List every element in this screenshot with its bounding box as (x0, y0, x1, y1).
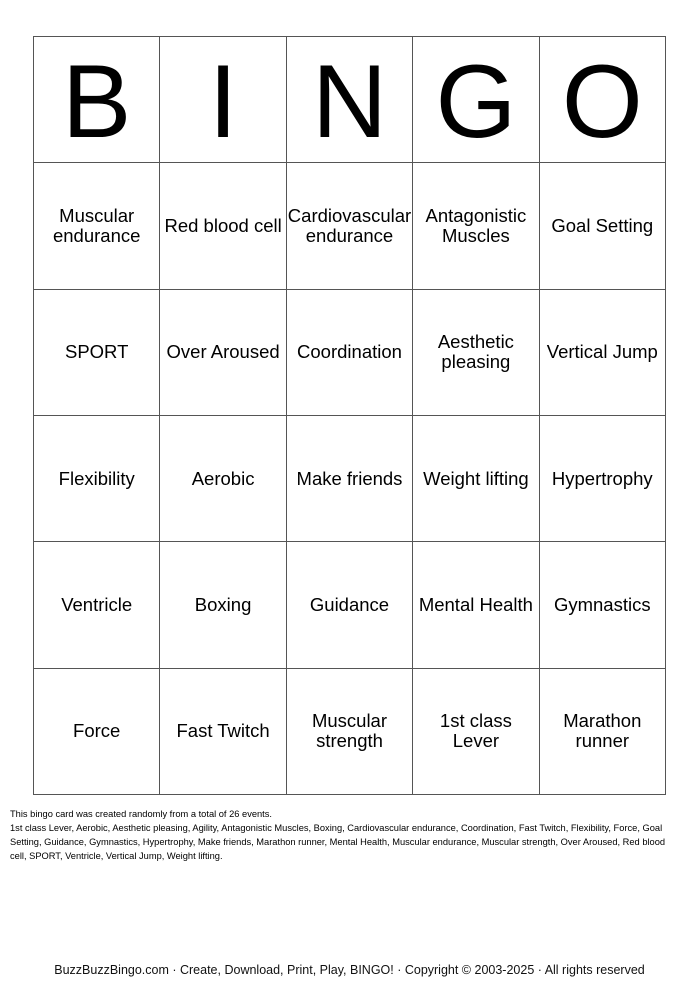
bingo-cell: Flexibility (34, 416, 160, 542)
bingo-cell: Over Aroused (160, 290, 286, 416)
bingo-cell: Mental Health (413, 542, 539, 668)
card-info (10, 807, 682, 863)
bingo-cell: Force (34, 669, 160, 795)
bingo-cell: Ventricle (34, 542, 160, 668)
card-info-event-list: 1st class Lever, Aerobic, Aesthetic pleasing, Agility, Antagonistic Muscles, Boxing, Cardiovascular endurance, Coordination, Fast Twitch, Flexibility, Force, Goal Setting, Guidance, Gymnastics, Hypertrophy, Make friends, Marathon runner, Mental Health, Muscular endurance, Muscular strength, Over Aroused, Red blood cell, SPORT, Ventricle, Vertical Jump, Weight lifting. (10, 823, 666, 861)
bingo-cell: Coordination (287, 290, 413, 416)
bingo-cell: Vertical Jump (540, 290, 666, 416)
bingo-cell: Antagonistic Muscles (413, 163, 539, 289)
bingo-cell: Aerobic (160, 416, 286, 542)
bingo-cell: SPORT (34, 290, 160, 416)
bingo-cell: Muscular endurance (34, 163, 160, 289)
page-footer: BuzzBuzzBingo.com · Create, Download, Print, Play, BINGO! · Copyright © 2003-2025 · All rights reserved (54, 963, 645, 977)
header-letter-i: I (160, 37, 286, 163)
bingo-cell: Boxing (160, 542, 286, 668)
bingo-cell: Weight lifting (413, 416, 539, 542)
header-letter-b: B (34, 37, 160, 163)
card-info-intro: This bingo card was created randomly from a total of 26 events. (10, 809, 272, 819)
bingo-cell: Marathon runner (540, 669, 666, 795)
header-letter-o: O (540, 37, 666, 163)
bingo-cell: Cardiovascular endurance (287, 163, 413, 289)
bingo-cell: Aesthetic pleasing (413, 290, 539, 416)
bingo-cell: Guidance (287, 542, 413, 668)
bingo-cell: Red blood cell (160, 163, 286, 289)
bingo-cell: Gymnastics (540, 542, 666, 668)
bingo-card (33, 36, 666, 795)
header-letter-g: G (413, 37, 539, 163)
bingo-cell: Fast Twitch (160, 669, 286, 795)
header-letter-n: N (287, 37, 413, 163)
bingo-cell: 1st class Lever (413, 669, 539, 795)
bingo-cell: Goal Setting (540, 163, 666, 289)
bingo-cell: Make friends (287, 416, 413, 542)
bingo-cell: Muscular strength (287, 669, 413, 795)
bingo-cell: Hypertrophy (540, 416, 666, 542)
